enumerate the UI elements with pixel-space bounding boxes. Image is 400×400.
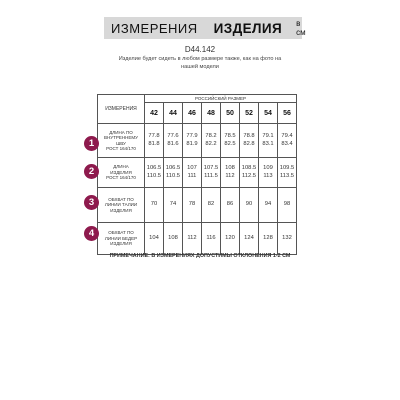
value-line: 82 bbox=[207, 201, 215, 208]
value-line: 98 bbox=[283, 201, 291, 208]
value-cell bbox=[278, 188, 297, 223]
fit-note-line-1: Изделие будет сидеть в любом размере также, как на фото на bbox=[118, 56, 282, 62]
size-header-cell: 42 bbox=[145, 103, 164, 124]
value-line: 108 bbox=[168, 234, 178, 241]
value-line: 82.8 bbox=[243, 140, 255, 147]
value-cell bbox=[145, 188, 164, 223]
value-line: 113 bbox=[263, 172, 273, 179]
measurement-label-line: ВНУТРЕННЕМУ bbox=[104, 135, 138, 141]
measurement-label bbox=[98, 188, 145, 223]
measurement-label-line: ДЛИНА ПО bbox=[109, 129, 133, 135]
value-line: 120 bbox=[225, 234, 235, 241]
measurement-label bbox=[98, 124, 145, 158]
value-line: 132 bbox=[282, 234, 292, 241]
russian-size-header: РОССИЙСКИЙ РАЗМЕР bbox=[145, 95, 297, 103]
value-line: 113.5 bbox=[279, 172, 295, 179]
value-line: 70 bbox=[150, 201, 158, 208]
value-line: 110.5 bbox=[165, 172, 181, 179]
value-line: 78.5 bbox=[224, 133, 236, 139]
value-line: 74 bbox=[169, 201, 177, 208]
value-cell bbox=[240, 188, 259, 223]
value-line: 124 bbox=[244, 234, 254, 241]
value-line: 128 bbox=[263, 234, 273, 241]
value-cell bbox=[259, 124, 278, 158]
measurement-label-line: ЛИНИИ БЕДЕР bbox=[104, 235, 138, 241]
value-line: 111 bbox=[187, 172, 197, 179]
value-line: 109.5 bbox=[279, 165, 295, 171]
measurement-label-line: ОБХВАТ ПО bbox=[108, 230, 134, 236]
value-cell bbox=[278, 223, 297, 255]
value-line: 83.4 bbox=[281, 140, 293, 147]
value-line: 112 bbox=[225, 172, 235, 179]
value-cell bbox=[221, 223, 240, 255]
value-line: 90 bbox=[245, 201, 253, 208]
value-cell bbox=[259, 223, 278, 255]
value-line: 78.8 bbox=[243, 133, 255, 139]
value-line: 107.5 bbox=[203, 165, 219, 171]
value-cell bbox=[202, 124, 221, 158]
measurement-label-line: ИЗДЕЛИЯ bbox=[110, 207, 132, 213]
size-header-cell: 50 bbox=[221, 103, 240, 124]
value-line: 112.5 bbox=[241, 172, 257, 179]
row-number-badge: 3 bbox=[84, 195, 99, 210]
measurement-row bbox=[98, 188, 297, 223]
measurement-label bbox=[98, 158, 145, 188]
value-line: 94 bbox=[264, 201, 272, 208]
value-line: 107 bbox=[187, 165, 197, 171]
value-line: 77.8 bbox=[148, 133, 160, 139]
value-cell bbox=[164, 188, 183, 223]
value-cell bbox=[164, 158, 183, 188]
measurement-label-line: РОСТ 164/170 bbox=[106, 175, 136, 181]
size-header-cell: 52 bbox=[240, 103, 259, 124]
header-unit: в см bbox=[296, 19, 306, 37]
value-cell bbox=[240, 223, 259, 255]
value-line: 112 bbox=[187, 234, 197, 241]
value-cell bbox=[259, 158, 278, 188]
value-line: 81.8 bbox=[148, 140, 160, 147]
header-measurements: ИЗМЕРЕНИЯ bbox=[111, 20, 198, 36]
value-cell bbox=[202, 188, 221, 223]
value-cell bbox=[278, 158, 297, 188]
value-cell bbox=[221, 124, 240, 158]
value-line: 116 bbox=[206, 234, 216, 241]
row-number-badge: 4 bbox=[84, 226, 99, 241]
size-header-cell: 46 bbox=[183, 103, 202, 124]
row-number-badge: 1 bbox=[84, 136, 99, 151]
measurement-row bbox=[98, 158, 297, 188]
value-cell bbox=[145, 158, 164, 188]
value-line: 106.5 bbox=[165, 165, 181, 171]
measurement-label-line: ОБХВАТ ПО bbox=[108, 196, 134, 202]
value-cell bbox=[240, 158, 259, 188]
footnote: ПРИМЕЧАНИЕ: В ИЗМЕРЕНИЯХ ДОПУСТИМЫ ОТКЛОНЕНИЯ 1-2 СМ bbox=[109, 253, 291, 259]
size-header-cell: 48 bbox=[202, 103, 221, 124]
value-line: 108 bbox=[225, 165, 235, 171]
article-code: D44.142 bbox=[184, 45, 216, 54]
value-line: 104 bbox=[149, 234, 159, 241]
measurement-label-line: ИЗДЕЛИЯ bbox=[110, 241, 132, 247]
measurement-label-line: ЛИНИИ ТАЛИИ bbox=[104, 202, 138, 208]
value-cell bbox=[202, 223, 221, 255]
value-cell bbox=[259, 188, 278, 223]
value-line: 77.6 bbox=[167, 133, 179, 139]
header-product: ИЗДЕЛИЯ bbox=[213, 20, 283, 36]
value-cell bbox=[145, 223, 164, 255]
value-cell bbox=[183, 188, 202, 223]
value-line: 78.2 bbox=[205, 133, 217, 139]
value-line: 81.6 bbox=[167, 140, 179, 147]
size-header-cell: 44 bbox=[164, 103, 183, 124]
value-line: 81.9 bbox=[186, 140, 198, 147]
value-line: 77.9 bbox=[186, 133, 198, 139]
fit-note-line-2: нашей модели bbox=[181, 63, 219, 70]
value-cell bbox=[164, 124, 183, 158]
size-header-cell: 56 bbox=[278, 103, 297, 124]
value-cell bbox=[164, 223, 183, 255]
russian-size-row bbox=[98, 95, 297, 103]
header-bar bbox=[104, 17, 306, 39]
value-line: 79.4 bbox=[281, 133, 293, 139]
measurement-row bbox=[98, 223, 297, 255]
value-cell bbox=[183, 158, 202, 188]
value-line: 78 bbox=[188, 201, 196, 208]
measurement-label bbox=[98, 223, 145, 255]
value-cell bbox=[202, 158, 221, 188]
value-line: 83.1 bbox=[262, 140, 274, 147]
measurements-header: ИЗМЕРЕНИЯ bbox=[98, 95, 145, 124]
fit-note bbox=[100, 56, 300, 71]
value-line: 106.5 bbox=[146, 165, 162, 171]
value-line: 111.5 bbox=[204, 172, 218, 179]
value-cell bbox=[183, 124, 202, 158]
value-cell bbox=[278, 124, 297, 158]
row-number-badge: 2 bbox=[84, 164, 99, 179]
value-cell bbox=[221, 158, 240, 188]
size-table bbox=[97, 94, 297, 255]
value-cell bbox=[240, 124, 259, 158]
value-line: 108.5 bbox=[241, 165, 257, 171]
value-line: 110.5 bbox=[146, 172, 162, 179]
value-line: 79.1 bbox=[262, 133, 274, 139]
value-cell bbox=[145, 124, 164, 158]
value-line: 82.5 bbox=[224, 140, 236, 147]
measurement-label-line: ДЛИНА bbox=[113, 164, 129, 170]
measurement-label-line: РОСТ 164/170 bbox=[106, 145, 136, 151]
measurement-row bbox=[98, 124, 297, 158]
measurement-label-line: ШВУ bbox=[116, 140, 126, 146]
value-cell bbox=[221, 188, 240, 223]
size-header-cell: 54 bbox=[259, 103, 278, 124]
measurement-label-line: ИЗДЕЛИЯ bbox=[110, 169, 132, 175]
value-line: 82.2 bbox=[205, 140, 217, 147]
value-cell bbox=[183, 223, 202, 255]
value-line: 86 bbox=[226, 201, 234, 208]
value-line: 109 bbox=[263, 165, 273, 171]
